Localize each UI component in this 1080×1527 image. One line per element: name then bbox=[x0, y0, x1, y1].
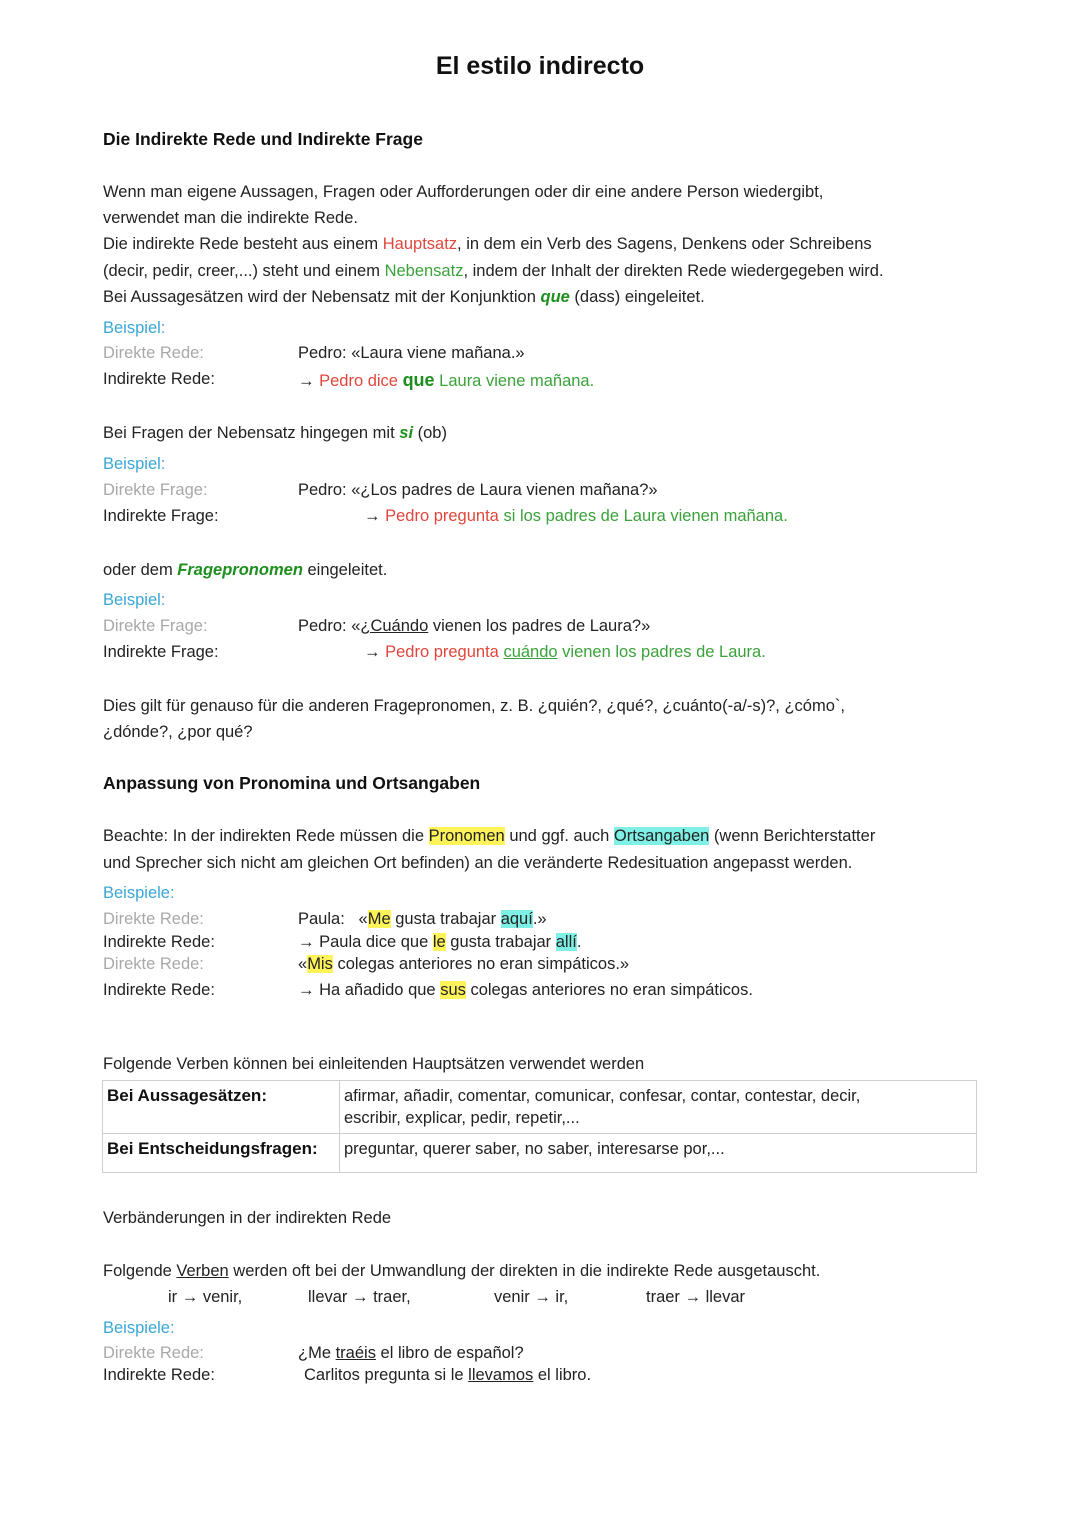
keyword-fragepronomen: Fragepronomen bbox=[177, 561, 303, 579]
arrow: → bbox=[298, 372, 320, 390]
cell-line: afirmar, añadir, comentar, comunicar, confesar, contar, contestar, decir, bbox=[344, 1087, 861, 1105]
indirect-speech-text bbox=[298, 981, 753, 1000]
indirect-speech-label: Indirekte Rede: bbox=[103, 981, 215, 999]
text: gusta trabajar bbox=[390, 910, 501, 928]
example-label: Beispiele: bbox=[103, 1319, 175, 1337]
indirect-speech-label: Indirekte Rede: bbox=[103, 370, 215, 388]
term-nebensatz: Nebensatz bbox=[384, 262, 464, 280]
text: Pedro: « bbox=[298, 617, 361, 635]
sub-clause: vienen los padres de Laura. bbox=[557, 643, 766, 661]
table-cell-value bbox=[340, 1081, 977, 1134]
main-clause: Pedro pregunta bbox=[385, 643, 504, 661]
highlight-pronoun: le bbox=[432, 933, 446, 951]
verb-pair: ir → venir, bbox=[168, 1288, 243, 1306]
main-clause: Pedro pregunta bbox=[385, 507, 499, 525]
table-cell-value bbox=[340, 1134, 977, 1173]
table-row bbox=[103, 1134, 977, 1173]
text: Die indirekte Rede besteht aus einem bbox=[103, 235, 383, 253]
example-label: Beispiel: bbox=[103, 591, 166, 609]
verb-pair: venir → ir, bbox=[494, 1288, 569, 1306]
text: , in dem ein Verb des Sagens, Denkens oder Schreibens bbox=[457, 235, 872, 253]
text: Beachte: In der indirekten Rede müssen die bbox=[103, 827, 429, 845]
paragraph-line: Dies gilt für genauso für die anderen Fragepronomen, z. B. ¿quién?, ¿qué?, ¿cuánto(-a/-s)?, ¿cómo`, bbox=[103, 697, 845, 715]
text: . bbox=[576, 933, 582, 951]
text: eingeleitet. bbox=[302, 561, 388, 579]
highlight-pronomen: Pronomen bbox=[428, 827, 505, 845]
verbs-table bbox=[102, 1080, 977, 1173]
direct-speech-text bbox=[298, 1344, 524, 1363]
text: ¿Me bbox=[298, 1344, 336, 1362]
arrow: → bbox=[364, 643, 386, 661]
direct-speech-text: Pedro: «Laura viene mañana.» bbox=[298, 344, 525, 362]
text: Bei Fragen der Nebensatz hingegen mit bbox=[103, 424, 400, 442]
direct-question-text: Pedro: «¿Los padres de Laura vienen mañana?» bbox=[298, 481, 658, 499]
paragraph-line bbox=[103, 258, 884, 284]
direct-speech-label: Direkte Rede: bbox=[103, 910, 204, 928]
paragraph-line bbox=[103, 231, 872, 257]
sub-clause: Laura viene mañana. bbox=[434, 372, 595, 390]
term-hauptsatz: Hauptsatz bbox=[382, 235, 458, 253]
paragraph-line bbox=[103, 1258, 820, 1284]
sub-clause: si los padres de Laura vienen mañana. bbox=[498, 507, 788, 525]
highlight-place: aquí bbox=[500, 910, 533, 928]
direct-speech-text bbox=[298, 955, 629, 974]
text: gusta trabajar bbox=[445, 933, 556, 951]
direct-question-label: Direkte Frage: bbox=[103, 481, 208, 499]
example-label: Beispiel: bbox=[103, 319, 166, 337]
highlight-pronoun: Mis bbox=[307, 955, 333, 973]
paragraph-line bbox=[103, 557, 387, 583]
text: colegas anteriores no eran simpáticos. bbox=[465, 981, 753, 999]
section-heading-pronouns: Anpassung von Pronomina und Ortsangaben bbox=[103, 773, 481, 793]
text: Folgende bbox=[103, 1262, 177, 1280]
direct-question-text bbox=[298, 617, 650, 636]
example-label: Beispiel: bbox=[103, 455, 166, 473]
highlight-pronoun: sus bbox=[440, 981, 466, 999]
main-clause: Pedro dice bbox=[319, 372, 403, 390]
text: Paula: « bbox=[298, 910, 368, 928]
text: (wenn Berichterstatter bbox=[709, 827, 876, 845]
keyword-que: que bbox=[540, 288, 570, 306]
question-word: cuándo bbox=[503, 643, 558, 661]
text: colegas anteriores no eran simpáticos.» bbox=[332, 955, 630, 973]
highlight-place: allí bbox=[555, 933, 577, 951]
verb-pair: traer → llevar bbox=[646, 1288, 746, 1306]
table-intro: Folgende Verben können bei einleitenden Hauptsätzen verwendet werden bbox=[103, 1055, 645, 1073]
text: (dass) eingeleitet. bbox=[569, 288, 705, 306]
indirect-speech-text bbox=[298, 933, 581, 952]
text: « bbox=[298, 955, 308, 973]
indirect-question-text bbox=[364, 507, 788, 526]
text: .» bbox=[532, 910, 547, 928]
text: el libro. bbox=[533, 1366, 592, 1384]
text: (decir, pedir, creer,...) steht und einem bbox=[103, 262, 385, 280]
highlight-pronoun: Me bbox=[367, 910, 391, 928]
table-row bbox=[103, 1081, 977, 1134]
section-heading-indirect-speech: Die Indirekte Rede und Indirekte Frage bbox=[103, 129, 423, 149]
example-label: Beispiele: bbox=[103, 884, 175, 902]
changed-verb: llevamos bbox=[468, 1366, 534, 1384]
paragraph-line: verwendet man die indirekte Rede. bbox=[103, 209, 358, 227]
page-title: El estilo indirecto bbox=[435, 52, 645, 80]
section-heading-verb-changes: Verbänderungen in der indirekten Rede bbox=[103, 1209, 392, 1227]
indirect-question-label: Indirekte Frage: bbox=[103, 507, 219, 525]
paragraph-line bbox=[103, 823, 875, 849]
changed-verb: traéis bbox=[335, 1344, 376, 1362]
cell-line: preguntar, querer saber, no saber, interesarse por,... bbox=[344, 1140, 725, 1158]
paragraph-line: ¿dónde?, ¿por qué? bbox=[103, 723, 253, 741]
text: Bei Aussagesätzen wird der Nebensatz mit der Konjunktion bbox=[103, 288, 541, 306]
indirect-speech-label: Indirekte Rede: bbox=[103, 933, 215, 951]
indirect-speech-text bbox=[298, 370, 594, 391]
table-cell-key: Bei Entscheidungsfragen: bbox=[103, 1134, 340, 1173]
paragraph-line: und Sprecher sich nicht am gleichen Ort befinden) an die veränderte Redesituation angepasst werden. bbox=[103, 854, 853, 872]
direct-speech-text bbox=[298, 910, 547, 929]
paragraph-line bbox=[103, 420, 447, 446]
indirect-speech-label: Indirekte Rede: bbox=[103, 1366, 215, 1384]
text: (ob) bbox=[413, 424, 447, 442]
text: → Ha añadido que bbox=[298, 981, 441, 999]
text: oder dem bbox=[103, 561, 178, 579]
direct-speech-label: Direkte Rede: bbox=[103, 344, 204, 362]
paragraph-line: Wenn man eigene Aussagen, Fragen oder Aufforderungen oder dir eine andere Person wiedergibt, bbox=[103, 183, 824, 201]
text: werden oft bei der Umwandlung der direkten in die indirekte Rede ausgetauscht. bbox=[228, 1262, 821, 1280]
term-verben: Verben bbox=[176, 1262, 229, 1280]
question-word: ¿Cuándo bbox=[360, 617, 429, 635]
text: und ggf. auch bbox=[504, 827, 614, 845]
keyword-si: si bbox=[399, 424, 414, 442]
table-cell-key: Bei Aussagesätzen: bbox=[103, 1081, 340, 1134]
text: vienen los padres de Laura?» bbox=[428, 617, 651, 635]
direct-speech-label: Direkte Rede: bbox=[103, 1344, 204, 1362]
cell-line: escribir, explicar, pedir, repetir,... bbox=[344, 1109, 580, 1127]
keyword-que: que bbox=[402, 370, 435, 390]
indirect-question-label: Indirekte Frage: bbox=[103, 643, 219, 661]
verb-pair: llevar → traer, bbox=[308, 1288, 411, 1306]
highlight-ortsangaben: Ortsangaben bbox=[613, 827, 710, 845]
paragraph-line bbox=[103, 284, 705, 310]
text: , indem der Inhalt der direkten Rede wiedergegeben wird. bbox=[463, 262, 884, 280]
text: Carlitos pregunta si le bbox=[304, 1366, 469, 1384]
text: → Paula dice que bbox=[298, 933, 433, 951]
direct-speech-label: Direkte Rede: bbox=[103, 955, 204, 973]
indirect-speech-text bbox=[304, 1366, 591, 1385]
direct-question-label: Direkte Frage: bbox=[103, 617, 208, 635]
text: el libro de español? bbox=[375, 1344, 524, 1362]
indirect-question-text bbox=[364, 643, 766, 662]
arrow: → bbox=[364, 507, 386, 525]
